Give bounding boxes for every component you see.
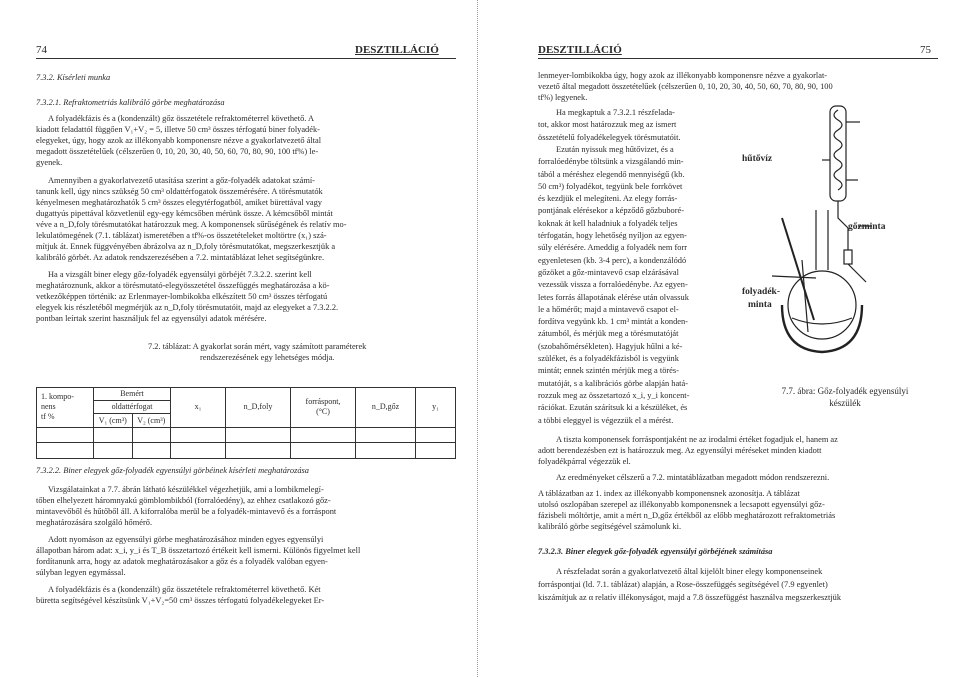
paragraph-line: elegyek kis részletéből megmérjük az n_D,foly törésmutatóit, majd az elegyeket a 7.3.2.2. (36, 303, 339, 312)
paragraph-line: összetételű folyadékelegyek törésmutatóit. (538, 132, 681, 142)
table-header-cell: forráspont, (305, 397, 341, 407)
paragraph-line: a többi eleggyel is végezzük el a mérést. (538, 415, 674, 425)
paragraph-line: Az eredményeket célszerű a 7.2. mintatáblázatban megadott módon rendszerezni. (556, 473, 830, 482)
paragraph-line: gyenek. (36, 158, 63, 167)
paragraph-line: pontjának elérésekor a képződő gőzbuboré- (538, 206, 685, 216)
vapor-sampler-tube (838, 201, 848, 250)
paragraph-line: egyenletesen (kb. 3-4 perc), a kondenzálódó (538, 255, 687, 265)
paragraph-line: lekulatömegének (7.1. táblázat) ismeretében a tf%-os összetételeket moltörtre (x₁) szá- (36, 231, 327, 240)
paragraph-line: kalibráló görbe segítségével számolunk ki. (538, 522, 682, 531)
paragraph-line: Ha a vizsgált biner elegy gőz-folyadék egyensúlyi görbéjét 7.3.2.2. szerint kell (48, 270, 312, 279)
running-head: DESZTILLÁCIÓ (538, 44, 622, 56)
paragraph-line: folyadékpárral végezzük el. (538, 457, 631, 466)
paragraph-line: fordítanunk arra, hogy az adatok meghatározásakor a gőz és a folyadék valóban egyen- (36, 557, 328, 566)
paragraph-line: koknak át kell haladniuk a folyadék teljes (538, 218, 678, 228)
subsection-heading: 7.3.2.2. Biner elegyek gőz-folyadék egyensúlyi görbéinek kísérleti meghatározása (36, 466, 309, 475)
paragraph-line: tot, akkor most határozzuk meg az ismert (538, 120, 677, 130)
paragraph-line: kalibráló görbét. Az adatok rendszerezésében a 7.2. mintatáblázat lehet segítségünkre. (36, 253, 325, 262)
subsection-heading: 7.3.2.1. Refraktometriás kalibráló görbe meghatározása (36, 98, 225, 107)
paragraph-line: mutatóját, s a kalibrációs görbe alapján hatá- (538, 378, 688, 388)
vapor-sampler-vessel (844, 250, 852, 264)
page-number: 74 (36, 44, 47, 56)
paragraph-line: (szobahőmérsékleten). Hagyjuk hűlni a ké- (538, 341, 683, 351)
paragraph-line: forralóedénybe töltsünk a vizsgálandó min- (538, 157, 684, 167)
paragraph-line: súlyban legyen egymással. (36, 568, 126, 577)
paragraph-line: A folyadékfázis és a (kondenzált) gőz összetétele refraktométerrel követhető. A (48, 114, 315, 123)
flask-neck (816, 210, 828, 270)
sampler-outlet (848, 264, 866, 282)
paragraph-line: büretta segítségével készítsünk V₁+V₂=50 cm³ összes térfogatú folyadékelegyeket Er- (36, 596, 325, 605)
paragraph-line: le a hőmérőt; majd a mintavevő csapot el- (538, 304, 679, 314)
paragraph-line: A folyadékfázis és a (kondenzált) gőz összetétele refraktométerrel követhető. Két (48, 585, 321, 594)
table-header-cell: V₂ (cm³) (132, 414, 171, 427)
table-row (37, 427, 456, 443)
table-row (37, 443, 456, 459)
paragraph-line: gőzöket a gőz-mintavevő csap elzárásával (538, 267, 679, 277)
paragraph-line: kiszámítjuk az α relatív illékonyságot, majd a 7.8 összefüggést használva megszerkesztjük (538, 593, 842, 602)
paragraph-line: letes forrás állapotának elérése után olvassuk (538, 292, 689, 302)
paragraph-line: vetkezőképpen történik: az Erlenmayer-lombikokba elkészített 50 cm³ összes térfogatú (36, 292, 328, 301)
paragraph-line: tából a méréshez elegendő mennyiségű (kb. (538, 169, 685, 179)
paragraph-line: meghatározására szolgáló hőmérő. (36, 518, 153, 527)
figure-label-cooling: hűtővíz (742, 154, 773, 164)
figure-caption: 7.7. ábra: Gőz-folyadék egyensúlyi (781, 386, 909, 396)
table-header-cell: (°C) (316, 407, 330, 417)
table-header-cell: x₁ (171, 388, 226, 428)
paragraph-line: megadott összetételűek (célszerűen 0, 10, 20, 30, 40, 50, 60, 70, 80, 90, 100 tf%) le- (36, 147, 319, 156)
thermometer (782, 218, 814, 320)
paragraph-line: mintát; ennek szintén mérjük meg a törés- (538, 366, 679, 376)
paragraph-line: mítjuk át. Ennek függvényében ábrázolva az n_D,foly törésmutatókat, megszerkesztjük a (36, 242, 336, 251)
figure-label-liquid: minta (748, 300, 772, 310)
figure-label-liquid: folyadék- (742, 287, 780, 297)
table-header-cell: Bemért (94, 388, 171, 401)
paragraph-line: vezető által megadott összetételűek (célszerűen 0, 10, 20, 30, 40, 50, 60, 70, 80, 90, 100 (538, 82, 833, 91)
paragraph-line: utolsó oszlopában szerepel az illékonyabb komponensnek a lecsapott egyensúlyi gőz- (538, 500, 825, 509)
page-number: 75 (920, 44, 931, 56)
paragraph-line: vezessük vissza a forralóedénybe. Az egyen- (538, 280, 688, 290)
paragraph-line: dugattyús pipettával közvetlenül egy-egy kémcsőben mérünk össze. A kémcsőből mintát (36, 209, 333, 218)
paragraph-line: fordítva vegyünk kb. 1 cm³ mintát a konden- (538, 317, 688, 327)
paragraph-line: súly elérésére. Ameddig a folyadék nem forr (538, 243, 688, 253)
paragraph-line: térfogatán, hogy lehetőség nyíljon az egyen- (538, 231, 687, 240)
parameters-table (36, 387, 456, 459)
table-header-cell: tf % (41, 412, 55, 422)
paragraph-line: A tiszta komponensek forráspontjaként ne az irodalmi értéket fogadjuk el, hanem az (556, 435, 838, 444)
paragraph-line: A táblázatban az 1. index az illékonyabb komponensnek azonosítja. A táblázat (538, 489, 800, 498)
paragraph-line: és kezdjük el melegíteni. Az elegy forrás- (538, 194, 678, 204)
table-caption: rendszerezésének egy lehetséges módja. (200, 353, 335, 362)
paragraph-line: Vizsgálatainkat a 7.7. ábrán látható készülékkel végezhetjük, ami a lombikmelegí- (48, 485, 324, 494)
section-heading: 7.3.2. Kísérleti munka (36, 73, 111, 82)
paragraph-line: Adott nyomáson az egyensúlyi görbe meghatározásához minden egyes egyensúlyi (48, 535, 324, 544)
table-header-cell: V₁ (cm³) (94, 414, 133, 427)
header-rule (538, 58, 938, 59)
paragraph-line: tőben elhelyezett háromnyakú gömblombikból (forralóedény), az ehhez csatlakozó gőz- (36, 496, 331, 505)
paragraph-line: rozzuk meg az összetartozó x_i, y_i koncent- (538, 390, 690, 400)
running-head: DESZTILLÁCIÓ (355, 44, 439, 56)
paragraph-line: forráspontjai (ld. 7.1. táblázat) alapján, a Rose-összefüggés segítségével (7.9 egyenlet) (538, 580, 828, 589)
paragraph-line: állapotban három adat: x_i, y_i és T_B összetartozó értékeit kell ismerni. Különös figyelmet kell (36, 546, 361, 555)
figure-caption: készülék (829, 398, 861, 408)
paragraph-line: meghatároznunk, akkor a törésmutató-elegyösszetétel összefüggés meghatározása a kö- (36, 281, 330, 290)
table-caption: 7.2. táblázat: A gyakorlat során mért, vagy számított paraméterek (148, 342, 367, 351)
paragraph-line: Ha megkaptuk a 7.3.2.1 részfelada- (556, 108, 675, 117)
paragraph-line: Amennyiben a gyakorlatvezető utasítása szerint a gőz-folyadék adatokat számí- (48, 176, 315, 185)
liquid-sample-arrow (772, 276, 816, 278)
paragraph-line: zátumból, és mérjük meg a törésmutatóját (538, 329, 679, 339)
condenser-coil (834, 110, 842, 190)
paragraph-line: kiadott feladattól függően V₁+V₂ = 5, illetve 50 cm³ összes térfogatú biner folyadék- (36, 125, 320, 134)
paragraph-line: elegyeket, úgy, hogy azok az illékonyabb komponensre nézve a gyakorlatvezető által (36, 136, 322, 145)
table-header-cell: nens (41, 402, 56, 412)
paragraph-line: rációkat. Ezután szárítsuk ki a készüléket, és (538, 403, 688, 413)
paragraph-line: Ezután nyissuk meg hűtővizet, és a (556, 144, 674, 154)
table-header-cell: y₁ (416, 388, 456, 428)
heating-mantle (782, 305, 862, 352)
table-header-cell: n_D,foly (226, 388, 291, 428)
paragraph-line: kényelmesen meghatározhatók 5 cm³ összes elegytérfogatból, amiket bürettával vagy (36, 198, 322, 207)
paragraph-line: tanunk kell, úgy nincs szükség 50 cm³ oldattérfogatok összemérésére. A törésmutatók (36, 187, 323, 196)
paragraph-line: mintavevőből és hűtőből áll. A kiforralóba merül be a folyadék-mintavevő és a forráspont (36, 507, 337, 516)
paragraph-line: szüléket, és a folyadékfázisból is vegyünk (538, 354, 679, 363)
paragraph-line: A részfeladat során a gyakorlatvezető által kijelölt biner elegy komponenseinek (556, 567, 823, 576)
table-header-cell: n_D,gőz (356, 388, 416, 428)
subsection-heading: 7.3.2.3. Biner elegyek gőz-folyadék egyensúlyi görbéjének számítása (538, 547, 773, 556)
liquid-level (792, 318, 852, 324)
header-rule (36, 58, 456, 59)
right-page (480, 0, 960, 677)
paragraph-line: fázisbeli móltörtje, amit a mért n_D,gőz értékből az előbb meghatározott refraktometriás (538, 511, 836, 520)
apparatus-figure (742, 100, 912, 360)
paragraph-line: adott berendezésben ezt is határozzuk meg. Az egyensúlyi méréseket minden kiadott (538, 446, 822, 455)
paragraph-line: pontban leírtak szerint használjuk fel az egyensúlyi adatok mérésére. (36, 314, 267, 323)
table-header-cell: oldattérfogat (94, 401, 171, 414)
figure-label-vapor: gőzminta (848, 222, 886, 232)
table-header-cell: 1. kompo- (41, 392, 74, 402)
paragraph-line: véve a n_D,foly törésmutatókat határozzuk meg. A komponensek sűrűségének és relatív mo- (36, 220, 347, 229)
boiling-flask (788, 271, 856, 339)
paragraph-line: 50 cm³) folyadékot, tegyünk bele forrkövet (538, 181, 683, 191)
paragraph-line: tf%) legyenek. (538, 93, 588, 102)
paragraph-line: lenmeyer-lombikokba úgy, hogy azok az illékonyabb komponensre nézve a gyakorlat- (538, 71, 828, 80)
